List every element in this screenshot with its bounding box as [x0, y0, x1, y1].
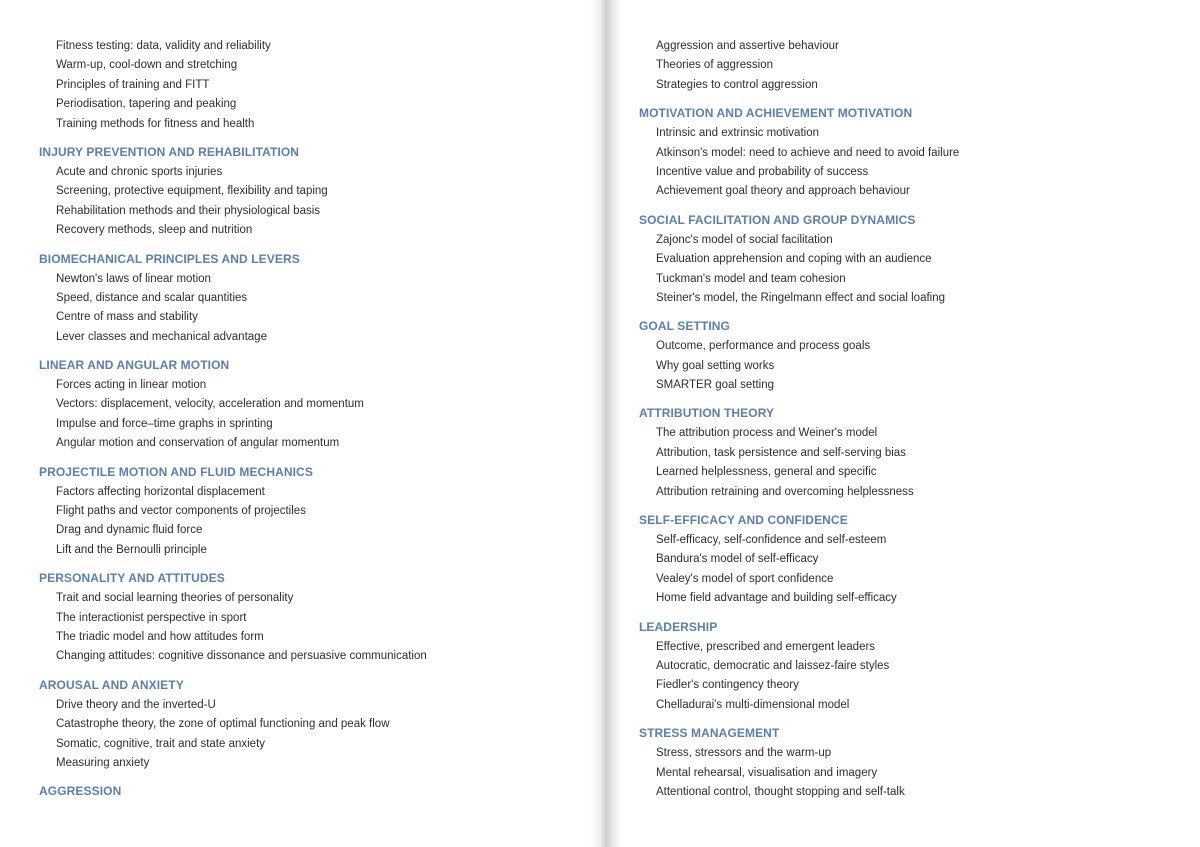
- section-heading: AGGRESSION: [39, 784, 122, 799]
- section-heading: SOCIAL FACILITATION AND GROUP DYNAMICS: [639, 212, 916, 227]
- topic-item: Periodisation, tapering and peaking: [56, 98, 237, 111]
- left-page: [0, 0, 590, 847]
- topic-item: Fiedler's contingency theory: [656, 679, 799, 692]
- section-heading: SELF-EFFICACY AND CONFIDENCE: [639, 513, 848, 528]
- section-heading: ATTRIBUTION THEORY: [639, 406, 775, 421]
- topic-item: Atkinson's model: need to achieve and need to avoid failure: [656, 146, 960, 159]
- topic-item: Chelladurai's multi-dimensional model: [656, 698, 850, 711]
- topic-item: Trait and social learning theories of personality: [56, 592, 294, 605]
- topic-item: Attribution retraining and overcoming helplessness: [656, 485, 914, 498]
- toc-section: [639, 403, 1200, 502]
- topic-item: Aggression and assertive behaviour: [656, 40, 839, 52]
- topic-item: Angular motion and conservation of angular momentum: [56, 437, 340, 450]
- toc-section: [639, 510, 1200, 609]
- topic-item: Centre of mass and stability: [56, 311, 198, 324]
- topic-item: Mental rehearsal, visualisation and imagery: [656, 766, 878, 779]
- topic-item: Recovery methods, sleep and nutrition: [56, 224, 253, 237]
- topic-item: Evaluation apprehension and coping with an audience: [656, 253, 932, 266]
- topic-item: Newton's laws of linear motion: [56, 272, 211, 285]
- topic-item: Strategies to control aggression: [656, 78, 818, 91]
- topic-item: Changing attitudes: cognitive dissonance and persuasive communication: [56, 650, 427, 663]
- topic-item: Impulse and force–time graphs in sprinting: [56, 417, 273, 430]
- topic-item: Achievement goal theory and approach behaviour: [656, 185, 910, 198]
- topic-item: Zajonc's model of social facilitation: [656, 233, 833, 246]
- toc-section: [639, 210, 1200, 309]
- topic-item: Vectors: displacement, velocity, acceleration and momentum: [56, 398, 364, 411]
- topic-item: Drive theory and the inverted-U: [56, 698, 216, 711]
- topic-item: Attentional control, thought stopping and self-talk: [656, 785, 905, 798]
- topic-item: Somatic, cognitive, trait and state anxiety: [56, 737, 266, 750]
- topic-item: Principles of training and FITT: [56, 78, 210, 91]
- topic-item: Attribution, task persistence and self-serving bias: [656, 446, 906, 459]
- section-heading: PROJECTILE MOTION AND FLUID MECHANICS: [39, 464, 313, 479]
- toc-section: [39, 568, 590, 667]
- section-heading: BIOMECHANICAL PRINCIPLES AND LEVERS: [39, 251, 300, 266]
- topic-item: Autocratic, democratic and laissez-faire styles: [656, 659, 890, 672]
- topic-item: Speed, distance and scalar quantities: [56, 291, 248, 304]
- section-heading: MOTIVATION AND ACHIEVEMENT MOTIVATION: [639, 106, 913, 121]
- section-heading: AROUSAL AND ANXIETY: [39, 677, 184, 692]
- section-heading: PERSONALITY AND ATTITUDES: [39, 571, 225, 586]
- section-heading: STRESS MANAGEMENT: [639, 726, 780, 741]
- topic-item: Lift and the Bernoulli principle: [56, 543, 207, 556]
- topic-item: Learned helplessness, general and specific: [656, 466, 877, 479]
- topic-item: Stress, stressors and the warm-up: [656, 747, 832, 760]
- topic-item: Tuckman's model and team cohesion: [656, 272, 846, 285]
- toc-section: [639, 103, 1200, 202]
- topic-item: Intrinsic and extrinsic motivation: [656, 127, 819, 140]
- topic-item: Factors affecting horizontal displacement: [56, 485, 265, 498]
- topic-item: Steiner's model, the Ringelmann effect and social loafing: [656, 291, 946, 304]
- topic-item: Effective, prescribed and emergent leaders: [656, 640, 876, 653]
- section-heading: INJURY PREVENTION AND REHABILITATION: [39, 144, 300, 159]
- topic-item: Screening, protective equipment, flexibility and taping: [56, 185, 328, 198]
- topic-item: Flight paths and vector components of projectiles: [56, 505, 306, 518]
- section-heading: LINEAR AND ANGULAR MOTION: [39, 358, 230, 373]
- topic-item: Bandura's model of self-efficacy: [656, 553, 819, 566]
- topic-item: SMARTER goal setting: [656, 379, 775, 392]
- topic-item: Vealey's model of sport confidence: [656, 572, 834, 585]
- topic-item: Measuring anxiety: [56, 756, 150, 769]
- section-heading: GOAL SETTING: [639, 319, 730, 334]
- toc-section: [39, 462, 590, 561]
- topic-item: Fitness testing: data, validity and reliability: [56, 40, 271, 52]
- topic-item: Acute and chronic sports injuries: [56, 165, 223, 178]
- topic-item: Home field advantage and building self-efficacy: [656, 592, 897, 605]
- topic-item: Lever classes and mechanical advantage: [56, 330, 267, 343]
- topic-item: The interactionist perspective in sport: [56, 611, 247, 624]
- toc-section: [39, 781, 590, 801]
- topic-item: Catastrophe theory, the zone of optimal functioning and peak flow: [56, 718, 390, 731]
- topic-item: Outcome, performance and process goals: [656, 340, 871, 353]
- topic-item: Theories of aggression: [656, 59, 773, 72]
- toc-section: [639, 723, 1200, 802]
- toc-section: [39, 249, 590, 348]
- section-heading: LEADERSHIP: [639, 619, 718, 634]
- toc-section: [39, 142, 590, 241]
- topic-item: Training methods for fitness and health: [56, 117, 255, 130]
- page-gutter: [590, 0, 622, 847]
- toc-section: [39, 355, 590, 454]
- topic-item: Incentive value and probability of success: [656, 165, 869, 178]
- topic-item: The attribution process and Weiner's model: [656, 427, 878, 440]
- topic-item: Warm-up, cool-down and stretching: [56, 59, 238, 72]
- toc-section: [639, 617, 1200, 716]
- topic-item: Forces acting in linear motion: [56, 379, 207, 392]
- toc-section: [39, 675, 590, 774]
- toc-section: [639, 316, 1200, 395]
- topic-item: Self-efficacy, self-confidence and self-esteem: [656, 534, 887, 547]
- topic-item: The triadic model and how attitudes form: [56, 630, 264, 643]
- topic-item: Why goal setting works: [656, 359, 775, 372]
- right-page: [622, 0, 1200, 847]
- topic-item: Rehabilitation methods and their physiological basis: [56, 204, 321, 217]
- topic-item: Drag and dynamic fluid force: [56, 524, 203, 537]
